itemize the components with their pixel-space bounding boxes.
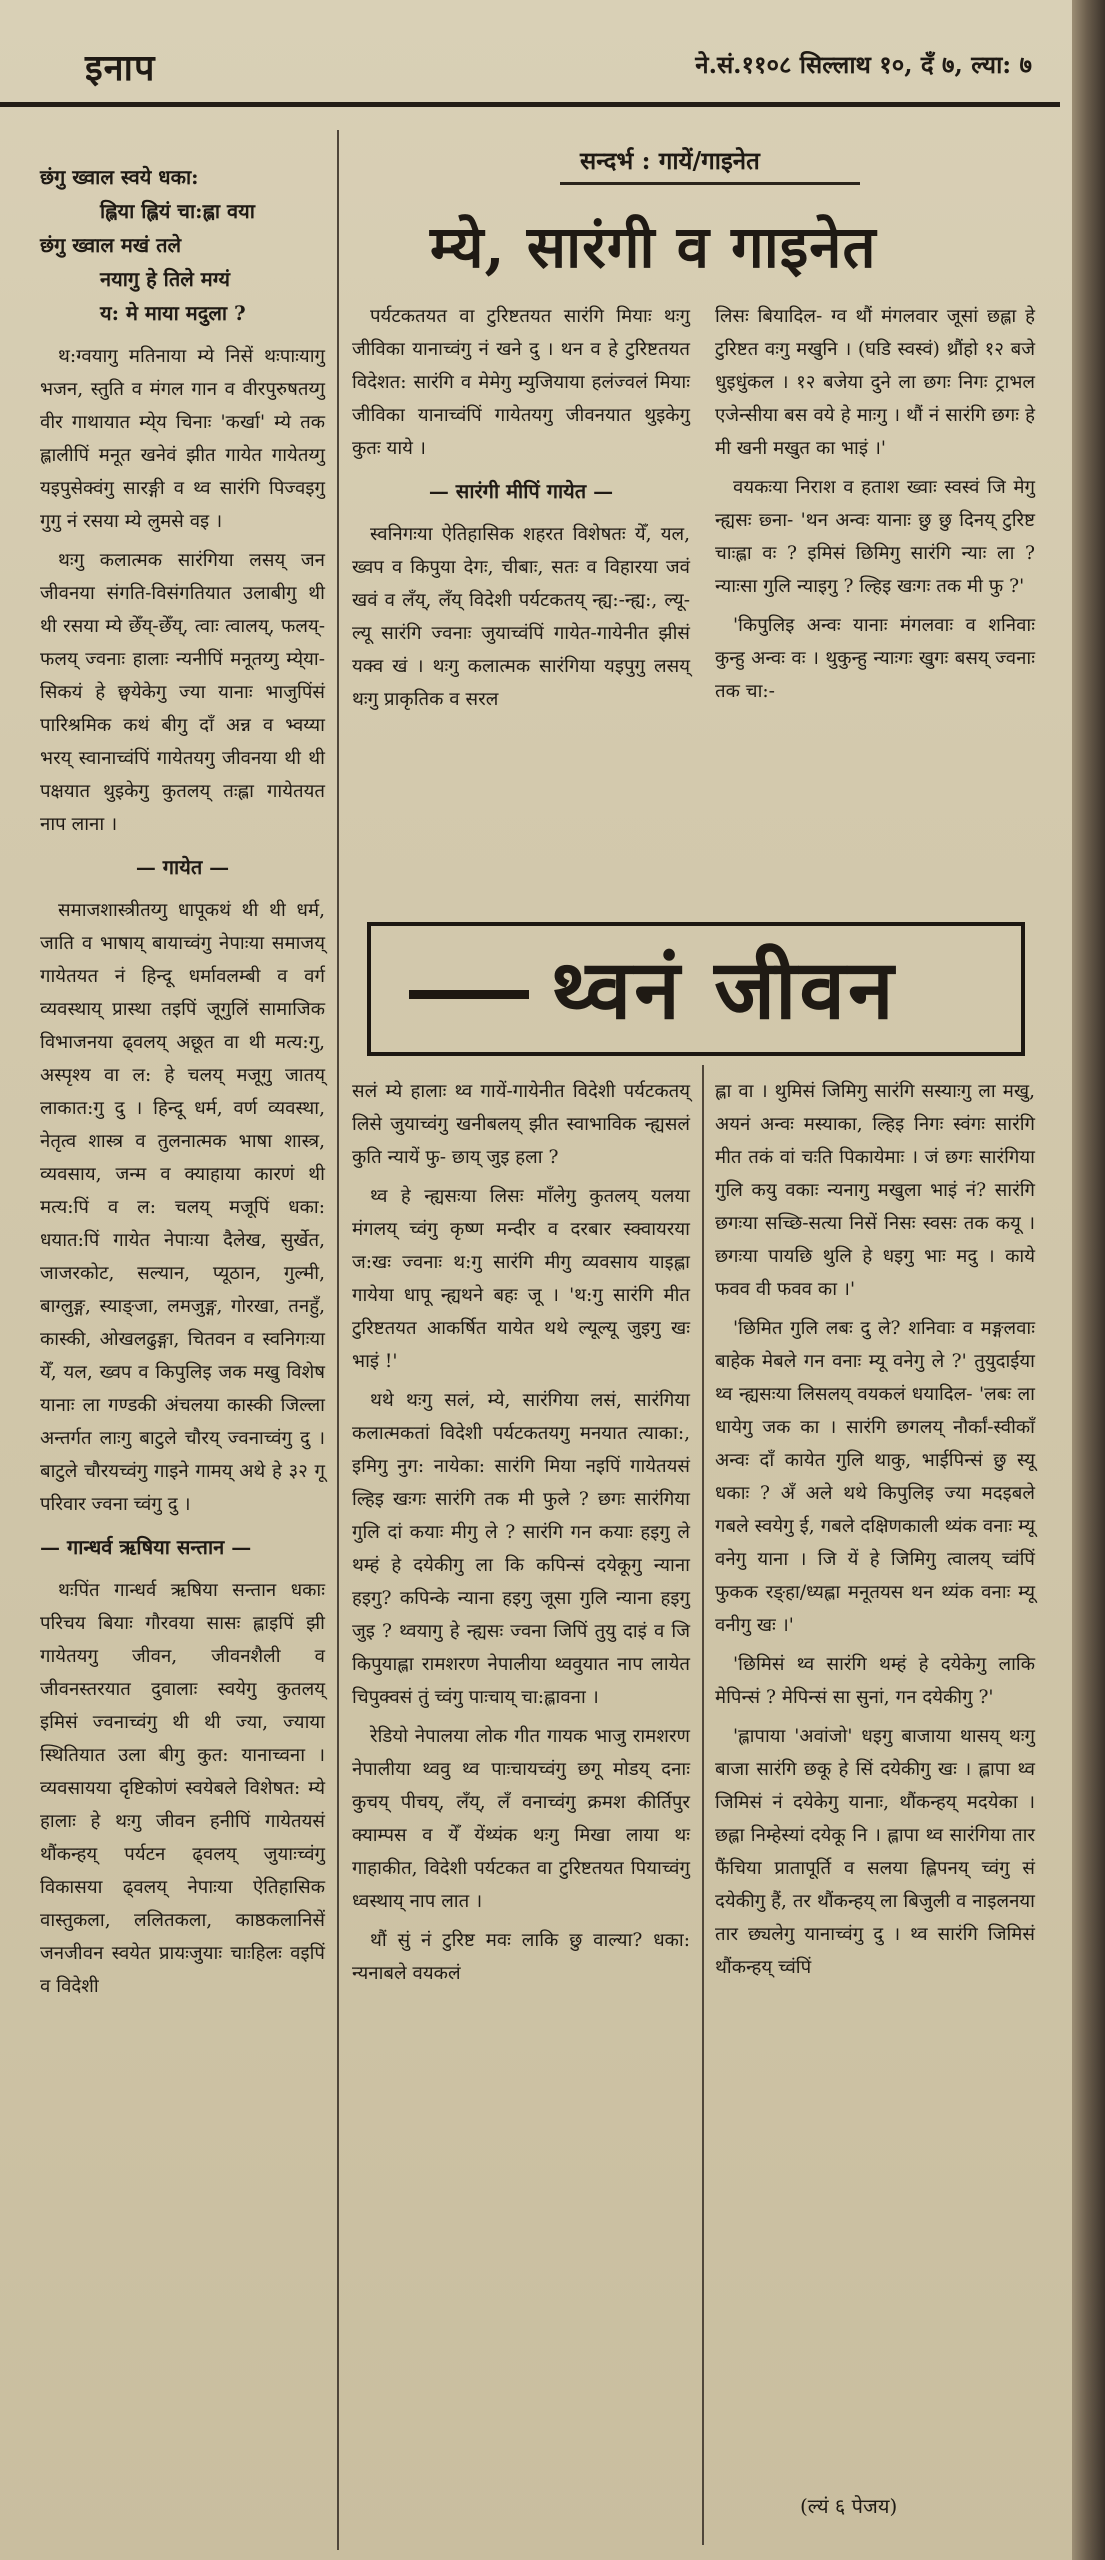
paper-name: इनाप (85, 47, 156, 89)
continued-note: (ल्यं ६ पेजय) (800, 2494, 898, 2518)
page-edge-shadow (1072, 0, 1105, 2560)
paragraph: स्वनिगःया ऐतिहासिक शहरत विशेषतः येँ, यल, ख्वप व किपुया देगः, चीबाः, सतः व विहारया जवं खवं व लँय्, लँय् विदेशी पर्यटकतय् न्ह्य:-न्ह्य:, ल्यू-ल्यू सारंगि ज्वनाः जुयाच्वंपिं गायेत-गायेनीत झीसं यक्व खं । थःगु कलात्मक सारंगिया यइपुगु लसय् थःगु प्राकृतिक व सरल (352, 524, 690, 710)
paragraph: थथे थःगु सलं, म्ये, सारंगिया लसं, सारंगिया कलात्मकतां विदेशी पर्यटकतयगु मनयात त्याका:, इमिगु नुग: नायेका: सारंगि मिया नइपिं गायेतयसं ल्हिइ खःगः सारंगि तक मी फुले ? छगः सारंगिया गुलि दां कयाः मीगु ले ? सारंगि गन कयाः हइगु ले थम्हं हे दयेकीगु ला कि कपिन्सं दयेकूगु न्याना हइगु? कपिन्के न्याना हइगु जूसा गुलि न्याना हइगु जुइ ? थ्वयागु हे न्ह्यसः ज्वना जिपिं तुयु दाइं व जि किपुयाह्ला रामशरण नेपालीया थ्ववुयात नाप लायेत चिपुक्वसं तुं च्वंगु पाःचाय् चा:ह्लावना । (352, 1390, 690, 1708)
masthead (0, 0, 1072, 118)
masthead-rule (0, 102, 1060, 107)
verse-line: य: मे माया मदुला ? (100, 301, 246, 325)
verse (40, 160, 325, 330)
paragraph: 'छिमित गुलि लबः दु ले? शनिवाः व मङ्गलवाः बाहेक मेबले गन वनाः म्यू वनेगु ले ?' तुयुदाईया थ्व न्ह्यसःया लिसलय् वयकलं धयादिल- 'लबः ला धायेगु जक का । सारंगि छगलय् नौर्कां-स्वीकाँ अन्वः दाँ कायेत गुलि थाकु, भाईपिन्सं छु स्यू धकाः ? अँ अले थथे किपुलिइ ज्या मदइबले गबले स्वयेगु ई, गबले दक्षिणकाली थ्यंक वनाः म्यू वनेगु याना । जि यें हे जिमिगु त्वालय् च्वंपिं फुकक रङ्हा/ध्यह्ला मनूतयस थन थ्यंक वनाः म्यू वनीगु खः ।' (715, 1318, 1035, 1636)
verse-line: ह्लिया ह्लियं चा:ह्ला वया (100, 199, 255, 223)
paragraph: थःगु कलात्मक सारंगिया लसय् जन जीवनया संगति-विसंगतियात उलाबीगु थी थी रसया म्ये छेँय्-छेँय्, त्वाः त्वालय्, फलय्-फलय् ज्वनाः हालाः न्यनीपिं मनूतय्गु म्ये्या-सिकयं हे छ्वयेकेगु ज्या यानाः भाजुपिंसं पारिश्रमिक कथं बीगु दाँ अन्न व भ्वय्या भरय् स्वानाच्वंपिं गायेतयगु जीवनया थी थी पक्षयात थुइकेगु कुतलय् तःह्ला गायेतयत नाप लाना । (40, 550, 325, 835)
paragraph: वयकःया निराश व हताश ख्वाः स्वस्वं जि मेगु न्ह्यसः छ्ना- 'थन अन्वः यानाः छु छु दिनय् टुरिष्ट चाःह्ला वः ? इमिसं छिमिगु सारंगि न्याः ला ? न्याःसा गुलि न्याइगु ? ल्हिइ खःगः तक मी फु ?' (715, 477, 1035, 597)
paragraph: पर्यटकतयत वा टुरिष्टतयत सारंगि मियाः थःगु जीविका यानाच्वंगु नं खने दु । थन व हे टुरिष्टतयत विदेशत: सारंगि व मेमेगु म्युजियाया हलंज्वलं मियाः जीविका यानाच्वंपिं गायेतयगु जीवनयात थुइकेगु कुतः याये । (352, 306, 690, 459)
verse-line: छंगु ख्वाल मखं तले (40, 233, 182, 257)
verse-line: नयागु हे तिले मग्यं (100, 267, 230, 291)
paragraph: थ्व हे न्ह्यसःया लिसः माँलेगु कुतलय् यलया मंगलय् च्वंगु कृष्ण मन्दीर व दरबार स्क्वायरया ज:खः ज्वनाः थ:गु सारंगि मीगु व्यवसाय याइह्ला गायेया धापू न्ह्यथने बहः जू । 'थ:गु सारंगि मीत टुरिष्टतयत आकर्षित यायेत थथे ल्यूल्यू जुइगु खः भाइं !' (352, 1186, 690, 1372)
paragraph: सलं म्ये हालाः थ्व गायें-गायेनीत विदेशी पर्यटकतय् लिसे जुयाच्वंगु खनीबलय् झीत स्वाभाविक न्ह्यसलं कुति न्यायें फु- छाय् जुइ हला ? (352, 1081, 690, 1168)
column-right-top (715, 300, 1035, 714)
column-divider-2 (702, 1065, 704, 2545)
verse-line: छंगु ख्वाल स्वये धका: (40, 165, 199, 189)
paragraph: रेडियो नेपालया लोक गीत गायक भाजु रामशरण नेपालीया थ्ववु थ्व पाःचायच्वंगु छगू मोडय् दनाः कुचय् पीचय्, लँय्, लँ वनाच्वंगु क्रमश कीर्तिपुर क्याम्पस व येँ येंथ्यंक थःगु मिखा लाया थः गाहाकीत, विदेशी पर्यटकत वा टुरिष्टतयत पियाच्वंगु ध्वस्थाय् नाप लात । (352, 1726, 690, 1912)
paragraph: 'छिमिसं थ्व सारंगि थम्हं हे दयेकेगु लाकि मेपिन्सं ? मेपिन्सं सा सुनां, गन दयेकीगु ?' (715, 1654, 1035, 1708)
paragraph: समाजशास्त्रीतय्गु धापूकथं थी थी धर्म, जाति व भाषाय् बायाच्वंगु नेपाःया समाजय् गायेतयत नं हिन्दू धर्मावलम्बी व वर्ग व्यवस्थाय् प्रास्था तइपिं जूगुलिं सामाजिक विभाजनया ढ्वलय् अछूत वा थी मत्य:गु, अस्पृश्य वा ल: हे चलय् मजूगु जातय् लाकात:गु दु । हिन्दू धर्म, वर्ण व्यवस्था, नेतृत्व शास्त्र व तुलनात्मक भाषा शास्त्र, व्यवसाय, जन्म व क्याहाया कारणं थी मत्य:पिं व ल: चलय् मजूपिं धका: धयात:पिं गायेत नेपाःया दैलेख, सुर्खेत, जाजरकोट, सल्यान, प्यूठान, गुल्मी, बाग्लुङ्ग, स्याङ्जा, लमजुङ्ग, गोरखा, तनहुँ, कास्की, ओखलढुङ्गा, चितवन व स्वनिगःया येँ, यल, ख्वप व किपुलिइ जक मखु विशेष यानाः ला गण्डकी अंचलया कास्की जिल्ला अन्तर्गत लाःगु बाटुले चौरय् ज्वनाच्वंगु दु । बाटुले चौरयच्वंगु गाइने गामय् अथे हे ३२ गू परिवार ज्वना च्वंगु दु । (40, 900, 325, 1515)
paragraph: लिसः बियादिल- ग्व थौं मंगलवार जूसां छह्ला हे टुरिष्टत वःगु मखुनि । (घडि स्वस्वं) थ्रौंहो १२ बजे धुइधुंकल । १२ बजेया दुने ला छगः निगः ट्राभल एजेन्सीया बस वये हे माःगु । थौं नं सारंगि छगः हे मी खनी मखुत का भाइं ।' (715, 306, 1035, 459)
headline: म्ये, सारंगी व गाइनेत (430, 213, 877, 281)
context-label: सन्दर्भ : गायें/गाइनेत (580, 146, 760, 175)
banner-title: थ्वनं जीवन (551, 942, 897, 1038)
column-middle-bottom (352, 1075, 690, 1996)
context-underline (560, 182, 860, 185)
column-left (40, 160, 325, 2009)
paragraph: थःपिंत गान्धर्व ऋषिया सन्तान धकाः परिचय बियाः गौरवया सासः ह्लाइपिं झी गायेतयगु जीवन, जीवनशैली व जीवनस्तरयात दुवालाः स्वयेगु कुतलय् इमिसं ज्वनाच्वंगु थी थी ज्या, ज्याया स्थितियात उला बीगु कुत: यानाच्वना । व्यवसायया दृष्टिकोणं स्वयेबले विशेषत: म्ये हालाः हे थःगु जीवन हनीपिं गायेतयसं थौंकन्हय् पर्यटन ढ्वलय् जुयाःच्वंगु विकासया ढ्वलय् नेपाःया ऐतिहासिक वास्तुकला, ललितकला, काष्ठकलानिसें जनजीवन स्वयेत प्रायःजुयाः चाःहिलः वइपिं व विदेशी (40, 1580, 325, 1997)
paragraph: 'ह्लापाया 'अवांजो' धइगु बाजाया थासय् थःगु बाजा सारंगि छकू हे सिं दयेकीगु खः । ह्लापा थ्व जिमिसं नं दयेकेगु यानाः, थौंकन्हय् मदयेका । छह्ला निम्हेस्यां दयेकू नि । ह्लापा थ्व सारंगिया तार फैंचिया प्रातापूर्ति व सलया ह्लिपनय् च्वंगु सं दयेकीगु हैं, तर थौंकन्हय् ला बिजुली व नाइलनया तार छ्यलेगु यानाच्वंगु दु । थ्व सारंगि जिमिसं थौंकन्हय् च्वंपिं (715, 1726, 1035, 1978)
banner-dash (409, 990, 529, 999)
paragraph: 'किपुलिइ अन्वः यानाः मंगलवाः व शनिवाः कुन्हु अन्वः वः । थुकुन्हु न्याःगः खुगः बसय् ज्वनाः तक चा:- (715, 615, 1035, 702)
banner-box (367, 922, 1025, 1056)
section-heading: — गायेत — (135, 855, 230, 879)
issue-line: ने.सं.११०८ सिल्लाथ १०, दँ ७, ल्या: ७ (695, 50, 1032, 79)
section-heading: — गान्धर्व ऋषिया सन्तान — (40, 1535, 252, 1559)
column-divider-1 (337, 130, 339, 2550)
section-heading: — सारंगी मीपिं गायेत — (428, 479, 614, 503)
column-right-bottom (715, 1075, 1035, 1990)
paragraph: थ:ग्वयागु मतिनाया म्ये निसें थःपाःयागु भजन, स्तुति व मंगल गान व वीरपुरुषतय्गु वीर गाथायात म्ये्य चिनाः 'कर्खा' म्ये तक ह्लालीपिं मनूत खनेवं झीत गायेत गायेतय्गु यइपुसेक्वंगु सारङ्गी व थ्व सारंगि पिज्वइगु गुगु नं रसया म्ये लुमसे वइ । (40, 346, 325, 532)
paragraph: ह्ला वा । थुमिसं जिमिगु सारंगि सस्याःगु ला मखु, अयनं अन्वः मस्याका, ल्हिइ निगः स्वंगः सारंगि मीत तकं वां चःति पिकायेमाः । जं छगः सारंगिया गुलि कयु वकाः न्यनागु मखुला भाइं नं? सारंगि छगःया सच्छि-सत्या निसें निसः स्वसः तक कयू । छगःया पायछि थुलि हे धइगु भाः मदु । काये फवव वी फवव का ।' (715, 1081, 1035, 1300)
column-middle-top (352, 300, 690, 722)
paragraph: थौं सुं नं टुरिष्ट मवः लाकि छु वाल्या? धका: न्यनाबले वयकलं (352, 1930, 690, 1984)
